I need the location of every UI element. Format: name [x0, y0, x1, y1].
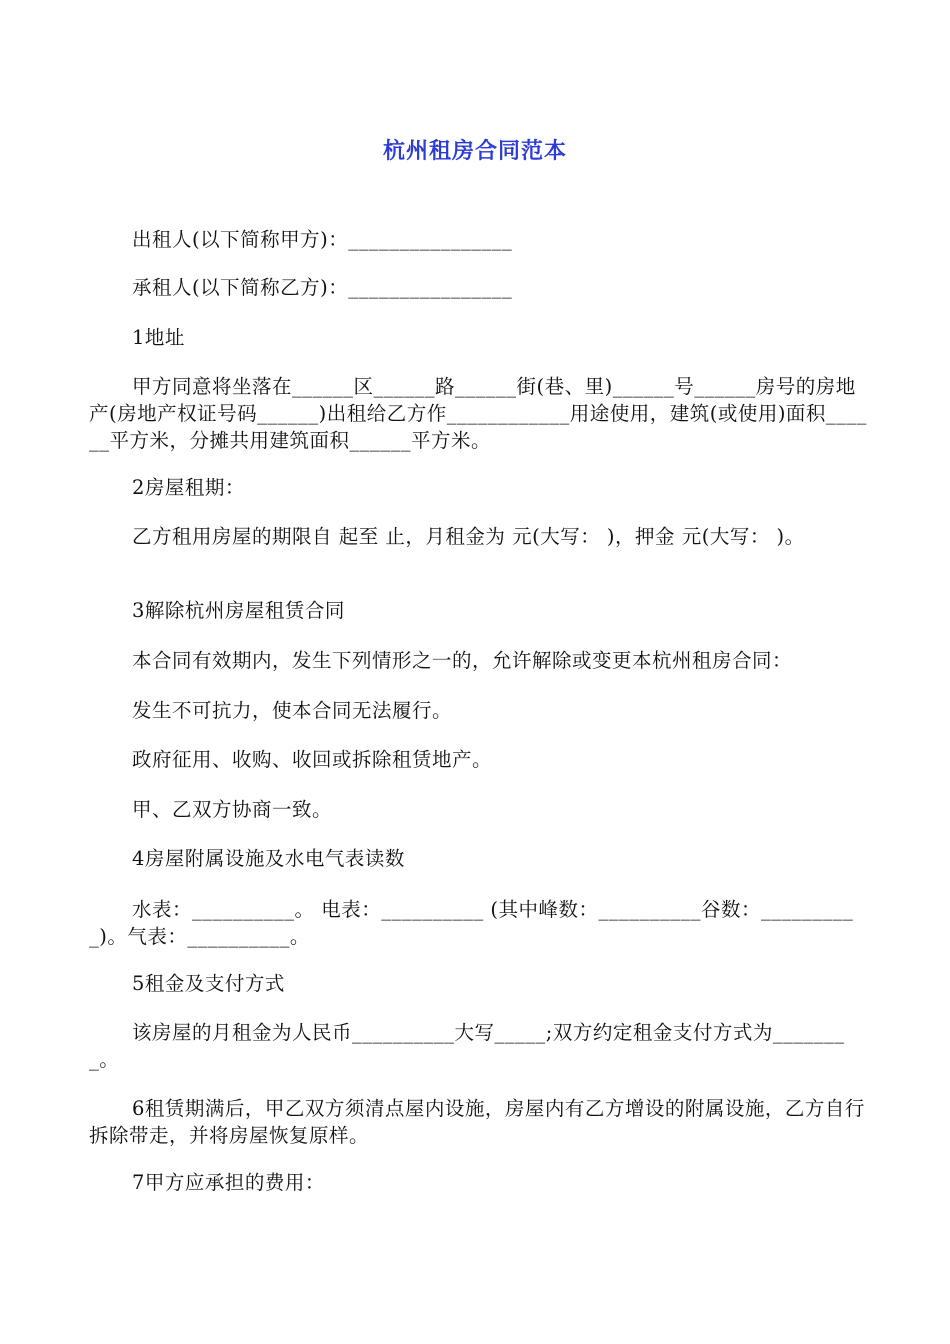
lease-expiry-clause: 6租赁期满后，甲乙双方须清点屋内设施，房屋内有乙方增设的附属设施，乙方自行拆除带走，并将房屋恢复原样。 — [89, 1097, 865, 1147]
section-heading-term: 2房屋租期： — [132, 476, 245, 499]
lessor-line: 出租人(以下简称甲方)：________________ — [132, 228, 513, 251]
section-heading-payment: 5租金及支付方式 — [132, 972, 285, 995]
termination-case-government: 政府征用、收购、收回或拆除租赁地产。 — [132, 748, 493, 771]
termination-case-agreement: 甲、乙双方协商一致。 — [132, 798, 333, 821]
lessee-line: 承租人(以下简称乙方)：________________ — [132, 276, 513, 299]
termination-intro: 本合同有效期内，发生下列情形之一的，允许解除或变更本杭州租房合同： — [132, 649, 793, 672]
address-clause: 甲方同意将坐落在______区______路______街(巷、里)______号______房号的房地产(房地产权证号码______)出租给乙方作____________用途使用，建筑(或使用)面积______平方米，分摊共用建筑面积______平方米。 — [89, 375, 867, 452]
document-title: 杭州租房合同范本 — [382, 139, 567, 164]
term-clause: 乙方租用房屋的期限自 起至 止，月租金为 元(大写： )，押金 元(大写： )。 — [132, 525, 805, 548]
termination-case-force-majeure: 发生不可抗力，使本合同无法履行。 — [132, 699, 453, 722]
section-heading-meters: 4房屋附属设施及水电气表读数 — [132, 847, 405, 870]
section-heading-termination: 3解除杭州房屋租赁合同 — [132, 599, 345, 622]
meter-readings-clause: 水表：__________。 电表：__________ (其中峰数：__________谷数：__________)。气表：__________。 — [89, 898, 854, 948]
payment-clause: 该房屋的月租金为人民币__________大写_____;双方约定租金支付方式为________。 — [89, 1021, 845, 1071]
section-heading-address: 1地址 — [132, 326, 185, 349]
section-heading-lessor-fees: 7甲方应承担的费用： — [132, 1171, 325, 1194]
